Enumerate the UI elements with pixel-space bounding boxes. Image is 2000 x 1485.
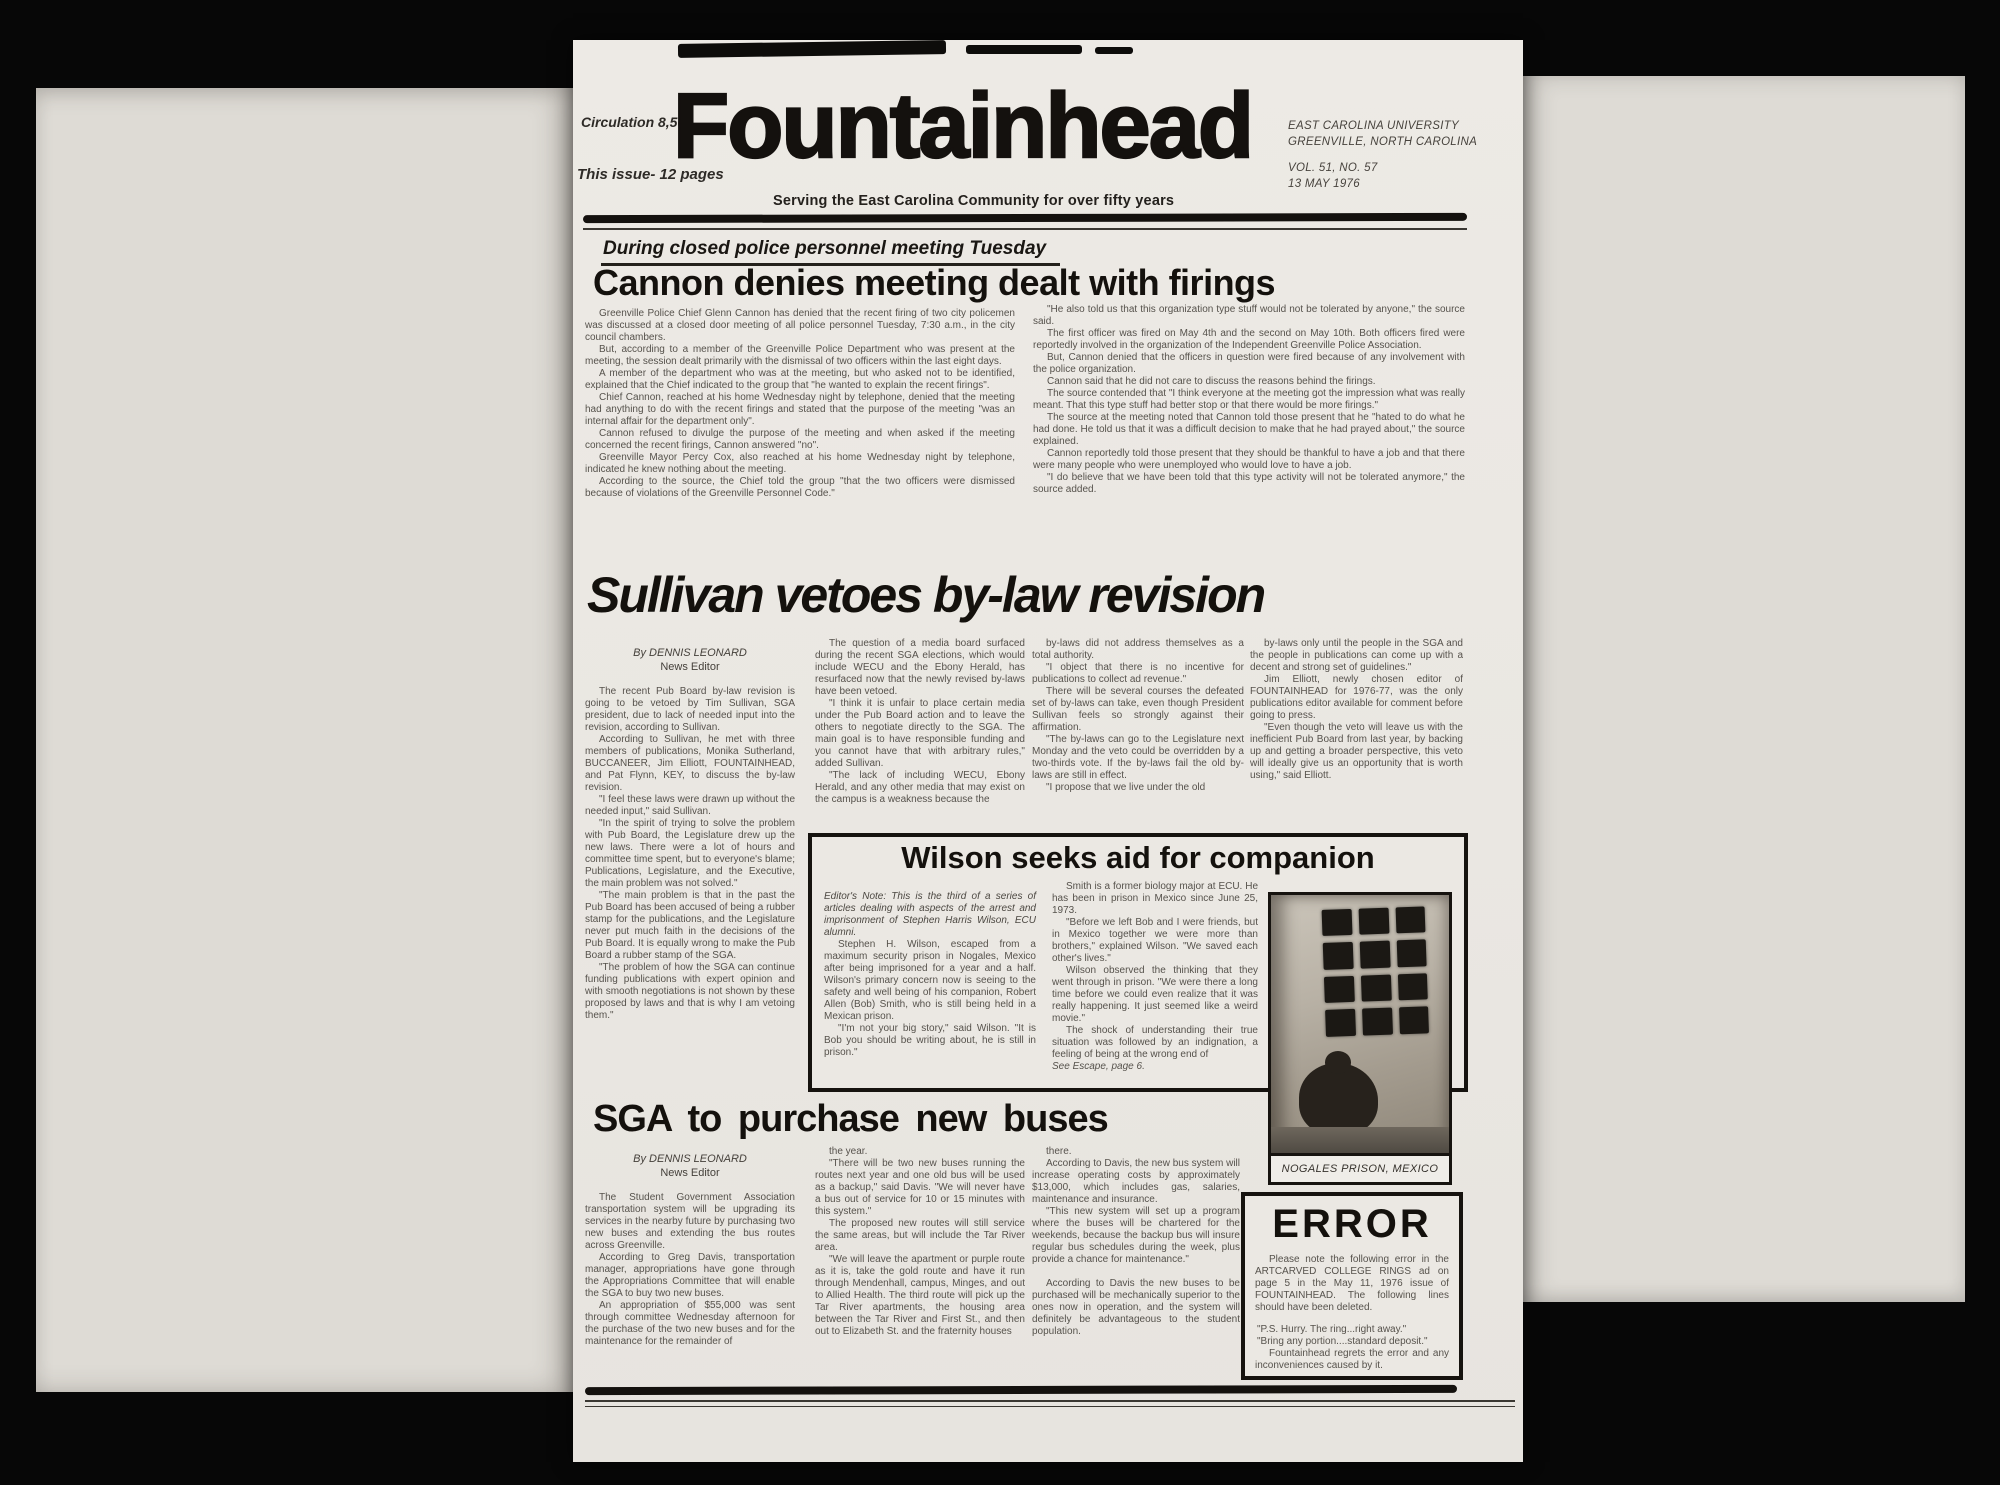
paragraph: According to Greg Davis, transportation manager, appropriations have gone through the Appropriations Committee that will enable the SGA to buy two new buses. — [585, 1252, 795, 1299]
paragraph: The question of a media board surfaced during the recent SGA elections, which would include WECU and the Ebony Herald, has resurfaced now that the newly revised by-laws have been vetoed. — [815, 638, 1025, 697]
paragraph: "There will be two new buses running the routes next year and one old bus will be used as a backup," said Davis. "We will never have a bus out of service for 10 or 15 minutes with this system." — [815, 1158, 1025, 1217]
sga-byline — [585, 1152, 795, 1180]
paragraph: There will be several courses the defeated set of by-laws can take, even though President Sullivan feels so strongly against their affirmation. — [1032, 686, 1244, 733]
paragraph: Please note the following error in the ARTCARVED COLLEGE RINGS ad on page 5 in the May 11, 1976 issue of FOUNTAINHEAD. The following lines should have been deleted. — [1255, 1254, 1449, 1313]
scan-artifact — [1095, 47, 1133, 54]
seated-figure — [1299, 1063, 1377, 1135]
masthead-rule-thin — [583, 228, 1467, 230]
photo-window — [1323, 942, 1354, 969]
paragraph: "I do believe that we have been told that this type activity will not be tolerated anymore," the source added. — [1033, 472, 1465, 495]
paragraph: "The by-laws can go to the Legislature next Monday and the veto could be overridden by a two-thirds vote. If the by-laws fail the old by-laws are still in effect. — [1032, 734, 1244, 781]
paragraph: The shock of understanding their true situation was followed by an indignation, a feeling of being at the wrong end of — [1052, 1025, 1258, 1060]
paragraph: The proposed new routes will still service the same areas, but will include the Tar River area. — [815, 1218, 1025, 1253]
paragraph: "P.S. Hurry. The ring...right away." — [1257, 1324, 1407, 1335]
bottom-rule-thin-2 — [585, 1406, 1515, 1407]
byline-title: News Editor — [660, 661, 720, 673]
sullivan-column-4 — [1250, 638, 1463, 832]
photo-window — [1360, 941, 1391, 968]
paragraph: "Before we left Bob and I were friends, but in Mexico together we were more than brothers," explained Wilson. "We saved each other's lives." — [1052, 917, 1258, 964]
wilson-column-1 — [824, 939, 1036, 1059]
photo-window — [1396, 906, 1427, 933]
paragraph: "I think it is unfair to place certain media under the Pub Board action and to leave the others to negotiate directly to the SGA. The main goal is to have responsible funding and you cannot have that with arbitrary rules," added Sullivan. — [815, 698, 1025, 769]
paragraph: Greenville Mayor Percy Cox, also reached at his home Wednesday night by telephone, indicated he knew nothing about the meeting. — [585, 452, 1015, 475]
paragraph: An appropriation of $55,000 was sent through committee Wednesday afternoon for the purchase of the two new buses and for the maintenance for the remainder of — [585, 1300, 795, 1347]
paragraph: Cannon refused to divulge the purpose of the meeting and when asked if the meeting concerned the recent firings, Cannon answered "no". — [585, 428, 1015, 451]
sga-headline: SGA to purchase new buses — [593, 1098, 1108, 1140]
paragraph: "In the spirit of trying to solve the problem with Pub Board, the Legislature drew up the new laws. There were a lot of hours and committee time spent, but to everyone's blame; Publications, Legislature, and the Executive, the main problem was not solved." — [585, 818, 795, 889]
paragraph: "The main problem is that in the past the Pub Board has been accused of being a rubber stamp for the publications, and the Legislature never put much faith in the decisions of the Pub Board. It is equally wrong to make the Pub Board a rubber stamp of the SGA. — [585, 890, 795, 961]
paragraph: According to Davis the new buses to be purchased will be mechanically superior to the ones now in operation, and the system will definitely be advantageous to the student population. — [1032, 1278, 1240, 1337]
paragraph: The Student Government Association transportation system will be upgrading its services in the nearby future by purchasing two new buses and extending the bus routes across Greenville. — [585, 1192, 795, 1251]
paragraph: The recent Pub Board by-law revision is going to be vetoed by Tim Sullivan, SGA president, due to lack of needed input into the revision, according to Sullivan. — [585, 686, 795, 733]
cannon-column-2 — [1033, 304, 1465, 496]
continued-note: See Escape, page 6. — [1052, 1061, 1145, 1072]
byline-author: By DENNIS LEONARD — [633, 1153, 747, 1165]
publication-info — [1288, 118, 1477, 192]
photo-window — [1359, 908, 1390, 935]
paragraph: "This new system will set up a program where the buses will be chartered for the weekends, because the backup bus will insure regular bus schedules during the week, plus provide a chance for maintenance." — [1032, 1206, 1240, 1265]
prison-photo-box — [1268, 892, 1452, 1185]
newspaper-page — [573, 40, 1523, 1462]
paragraph: "The lack of including WECU, Ebony Herald, and any other media that may exist on the campus is a weakness because the — [815, 770, 1025, 805]
paragraph: But, Cannon denied that the officers in question were fired because of any involvement with the police organization. — [1033, 352, 1465, 375]
cannon-kicker: During closed police personnel meeting Tuesday — [601, 238, 1060, 266]
byline-author: By DENNIS LEONARD — [633, 647, 747, 659]
adjacent-page-right — [1521, 76, 1965, 1302]
editors-note: Editor's Note: This is the third of a series of articles dealing with aspects of the arrest and imprisonment of Stephen Harris Wilson, ECU alumni. — [824, 891, 1036, 938]
volume-number: VOL. 51, NO. 57 — [1288, 162, 1378, 174]
wilson-column-2-text — [1052, 881, 1258, 1061]
photo-ground — [1271, 1127, 1449, 1153]
circulation-note: Circulation 8,500 — [581, 114, 694, 130]
byline-title: News Editor — [660, 1167, 720, 1179]
paragraph: "We will leave the apartment or purple route as it is, take the gold route and have it run through Mendenhall, campus, Minges, and out to Allied Health. The third route will pick up the Tar River apartments, the housing area between the Tar River and First St., and then out to Elizabeth St. and the fraternity houses — [815, 1254, 1025, 1337]
photo-window — [1324, 976, 1355, 1003]
paragraph: by-laws only until the people in the SGA and the people in publications can come up with a decent and strong set of guidelines." — [1250, 638, 1463, 673]
sga-column-3 — [1032, 1146, 1240, 1338]
masthead-tagline: Serving the East Carolina Community for over fifty years — [773, 193, 1175, 209]
paragraph: Fountainhead regrets the error and any inconveniences caused by it. — [1255, 1348, 1449, 1371]
bottom-rule-thin — [585, 1400, 1515, 1402]
error-correction-box — [1241, 1192, 1463, 1380]
sga-column-2 — [815, 1146, 1025, 1338]
error-box-text — [1255, 1254, 1449, 1372]
paragraph: According to Sullivan, he met with three members of publications, Monika Sutherland, BUCCANEER, Jim Elliott, FOUNTAINHEAD, and Pat Flynn, KEY, to discuss the by-law revision. — [585, 734, 795, 793]
nogales-prison-photo — [1271, 895, 1449, 1153]
adjacent-page-left — [36, 88, 575, 1392]
paragraph: According to the source, the Chief told the group "that the two officers were dismissed because of violations of the Greenville Personnel Code." — [585, 476, 1015, 499]
scan-artifact — [678, 40, 946, 58]
publication-city: GREENVILLE, NORTH CAROLINA — [1288, 136, 1478, 148]
university-name: EAST CAROLINA UNIVERSITY — [1288, 120, 1460, 132]
paragraph: "I'm not your big story," said Wilson. "It is Bob you should be writing about, he is still in prison." — [824, 1023, 1036, 1058]
paragraph: "Bring any portion....standard deposit." — [1257, 1336, 1428, 1347]
masthead-title: Fountainhead — [673, 75, 1253, 177]
sga-column-1 — [585, 1192, 795, 1348]
paragraph: The source contended that "I think everyone at the meeting got the impression what was really meant. That this type stuff had better stop or that there would be more firings." — [1033, 388, 1465, 411]
paragraph: Greenville Police Chief Glenn Cannon has denied that the recent firing of two city policemen was discussed at a closed door meeting of all police personnel Tuesday, 7:30 a.m., in the city council chambers. — [585, 308, 1015, 343]
error-box-title: ERROR — [1272, 1202, 1432, 1246]
paragraph: "Even though the veto will leave us with the inefficient Pub Board from last year, by backing up and getting a broader perspective, this veto will ideally give us an opportunity that is worth using," said Elliott. — [1250, 722, 1463, 781]
paragraph: "I feel these laws were drawn up without the needed input," said Sullivan. — [585, 794, 795, 817]
photo-window — [1361, 974, 1392, 1001]
paragraph: "I object that there is no incentive for publications to collect ad revenue." — [1032, 662, 1244, 685]
sullivan-byline — [585, 646, 795, 674]
masthead-rule — [583, 213, 1467, 223]
photo-window-grid — [1322, 906, 1437, 1049]
sullivan-column-1 — [585, 686, 795, 1022]
photo-window — [1362, 1008, 1393, 1035]
paragraph: The source at the meeting noted that Cannon told those present that he "hated to do what he had done. He told us that it was a difficult decision to make that he had prayed about," the source explained. — [1033, 412, 1465, 447]
issue-date: 13 MAY 1976 — [1288, 178, 1360, 190]
wilson-column-2 — [1052, 881, 1258, 1073]
paragraph: Chief Cannon, reached at his home Wednesday night by telephone, denied that the meeting had anything to do with the recent firings and stated that the purpose of the meeting "was an internal affair for the department only". — [585, 392, 1015, 427]
photo-window — [1325, 1009, 1356, 1036]
sullivan-column-3 — [1032, 638, 1244, 832]
wilson-headline: Wilson seeks aid for companion — [901, 840, 1375, 875]
paragraph: "I propose that we live under the old — [1046, 782, 1206, 793]
bottom-rule — [585, 1385, 1457, 1395]
sullivan-headline: Sullivan vetoes by-law revision — [587, 567, 1265, 623]
photo-window — [1397, 940, 1428, 967]
photo-window — [1398, 973, 1429, 1000]
paragraph: A member of the department who was at the meeting, but who asked not to be identified, explained that the Chief indicated to the group that "he wanted to explain the recent firings". — [585, 368, 1015, 391]
paragraph: Jim Elliott, newly chosen editor of FOUNTAINHEAD for 1976-77, was the only publications editor available for comment before going to press. — [1250, 674, 1463, 721]
photo-window — [1322, 909, 1353, 936]
paragraph: Stephen H. Wilson, escaped from a maximum security prison in Nogales, Mexico after being imprisoned for a year and a half. Wilson's primary concern now is seeing to the safety and well being of his companion, Robert Allen (Bob) Smith, who is still being held in a Mexican prison. — [824, 939, 1036, 1022]
paragraph: Cannon said that he did not care to discuss the reasons behind the firings. — [1047, 376, 1376, 387]
paragraph: The first officer was fired on May 4th and the second on May 10th. Both officers fired were reportedly involved in the organization of the Independent Greenville Police Association. — [1033, 328, 1465, 351]
paragraph: But, according to a member of the Greenville Police Department who was present at the meeting, the session dealt primarily with the dismissal of two officers within the last eight days. — [585, 344, 1015, 367]
cannon-headline: Cannon denies meeting dealt with firings — [593, 262, 1276, 303]
paragraph: by-laws did not address themselves as a total authority. — [1032, 638, 1244, 661]
sullivan-column-2 — [815, 638, 1025, 832]
photo-caption: NOGALES PRISON, MEXICO — [1271, 1153, 1449, 1182]
paragraph: According to Davis, the new bus system will increase operating costs by approximately $13,000, which includes gas, salaries, maintenance and insurance. — [1032, 1158, 1240, 1205]
paragraph: the year. — [829, 1146, 868, 1157]
paragraph: "He also told us that this organization type stuff would not be tolerated by anyone," the source said. — [1033, 304, 1465, 327]
paragraph: Cannon reportedly told those present that they should be thankful to have a job and that there were many people who were unemployed who would love to have a job. — [1033, 448, 1465, 471]
issue-pages-note: This issue- 12 pages — [577, 166, 724, 183]
scan-artifact — [966, 45, 1082, 54]
paragraph: there. — [1046, 1146, 1072, 1157]
photo-window — [1399, 1007, 1430, 1034]
cannon-column-1 — [585, 308, 1015, 500]
paragraph: Wilson observed the thinking that they went through in prison. "We were there a long time before we could even realize that it was really happening. It just seemed like a weird movie." — [1052, 965, 1258, 1024]
paragraph: Smith is a former biology major at ECU. He has been in prison in Mexico since June 25, 1973. — [1052, 881, 1258, 916]
paragraph: "The problem of how the SGA can continue funding publications with expert opinion and with smooth negotiations is not shown by these proposed by laws and that is why I am vetoing them." — [585, 962, 795, 1021]
